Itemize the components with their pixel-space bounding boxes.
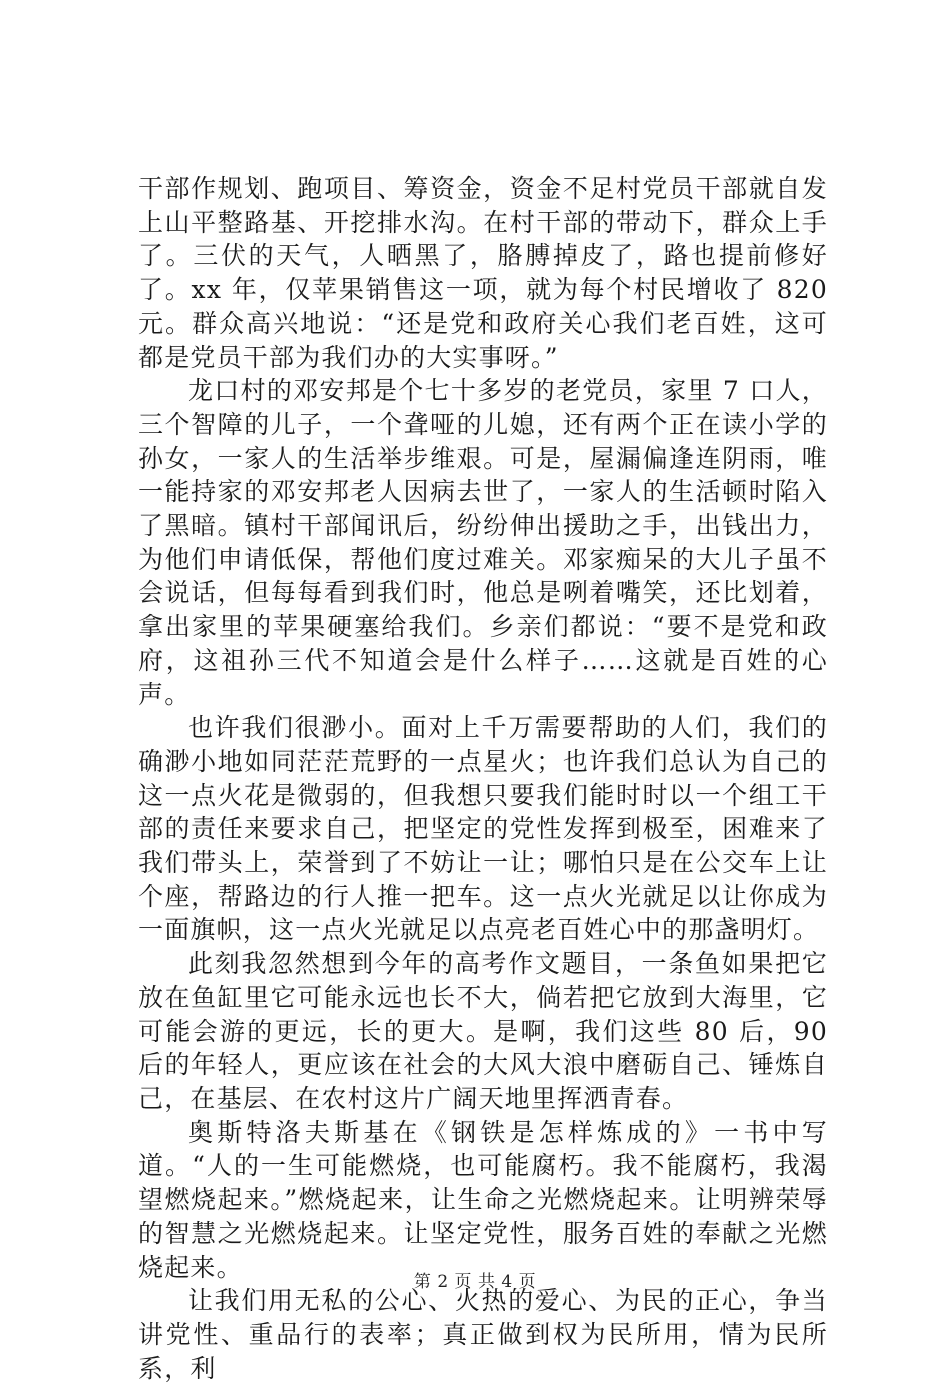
page-number-label: 第 2 页 共 4 页 [413, 1272, 537, 1292]
paragraph-2: 龙口村的邓安邦是个七十多岁的老党员，家里 7 口人，三个智障的儿子，一个聋哑的儿媳，还有两个正在读小学的孙女，一家人的生活举步维艰。可是，屋漏偏逢连阴雨，唯一能持家的邓安邦老人因病去世了，一家人的生活顿时陷入了黑暗。镇村干部闻讯后，纷纷伸出援助之手，出钱出力，为他们申请低保，帮他们度过难关。邓家痴呆的大儿子虽不会说话，但每每看到我们时，他总是咧着嘴笑，还比划着，拿出家里的苹果硬塞给我们。乡亲们都说：“要不是党和政府，这祖孙三代不知道会是什么样子……这就是百姓的心声。 [138, 376, 828, 709]
paragraph-5: 奥斯特洛夫斯基在《钢铁是怎样炼成的》一书中写道。“人的一生可能燃烧，也可能腐朽。我不能腐朽，我渴望燃烧起来。”燃烧起来，让生命之光燃烧起来。让明辨荣辱的智慧之光燃烧起来。让坚定党性，服务百姓的奉献之光燃烧起来。 [138, 1117, 828, 1282]
paragraph-1: 干部作规划、跑项目、筹资金，资金不足村党员干部就自发上山平整路基、开挖排水沟。在村干部的带动下，群众上手了。三伏的天气，人晒黑了，胳膊掉皮了，路也提前修好了。xx 年，仅苹果销售这一项，就为每个村民增收了 820 元。群众高兴地说：“还是党和政府关心我们老百姓，这可都是党员干部为我们办的大实事呀。” [138, 174, 828, 372]
page-footer [0, 1272, 950, 1292]
paragraph-6: 让我们用无私的公心、火热的爱心、为民的正心，争当讲党性、重品行的表率；真正做到权为民所用，情为民所系，利 [138, 1286, 828, 1383]
paragraph-3: 也许我们很渺小。面对上千万需要帮助的人们，我们的确渺小地如同茫茫荒野的一点星火；也许我们总认为自己的这一点火花是微弱的，但我想只要我们能时时以一个组工干部的责任来要求自己，把坚定的党性发挥到极至，困难来了我们带头上，荣誉到了不妨让一让；哪怕只是在公交车上让个座，帮路边的行人推一把车。这一点火光就足以让你成为一面旗帜，这一点火光就足以点亮老百姓心中的那盏明灯。 [138, 713, 828, 945]
document-body [138, 172, 828, 1385]
paragraph-4: 此刻我忽然想到今年的高考作文题目，一条鱼如果把它放在鱼缸里它可能永远也长不大，倘若把它放到大海里，它可能会游的更远，长的更大。是啊，我们这些 80 后，90 后的年轻人，更应该在社会的大风大浪中磨砺自己、锤炼自己，在基层、在农村这片广阔天地里挥洒青春。 [138, 949, 828, 1113]
